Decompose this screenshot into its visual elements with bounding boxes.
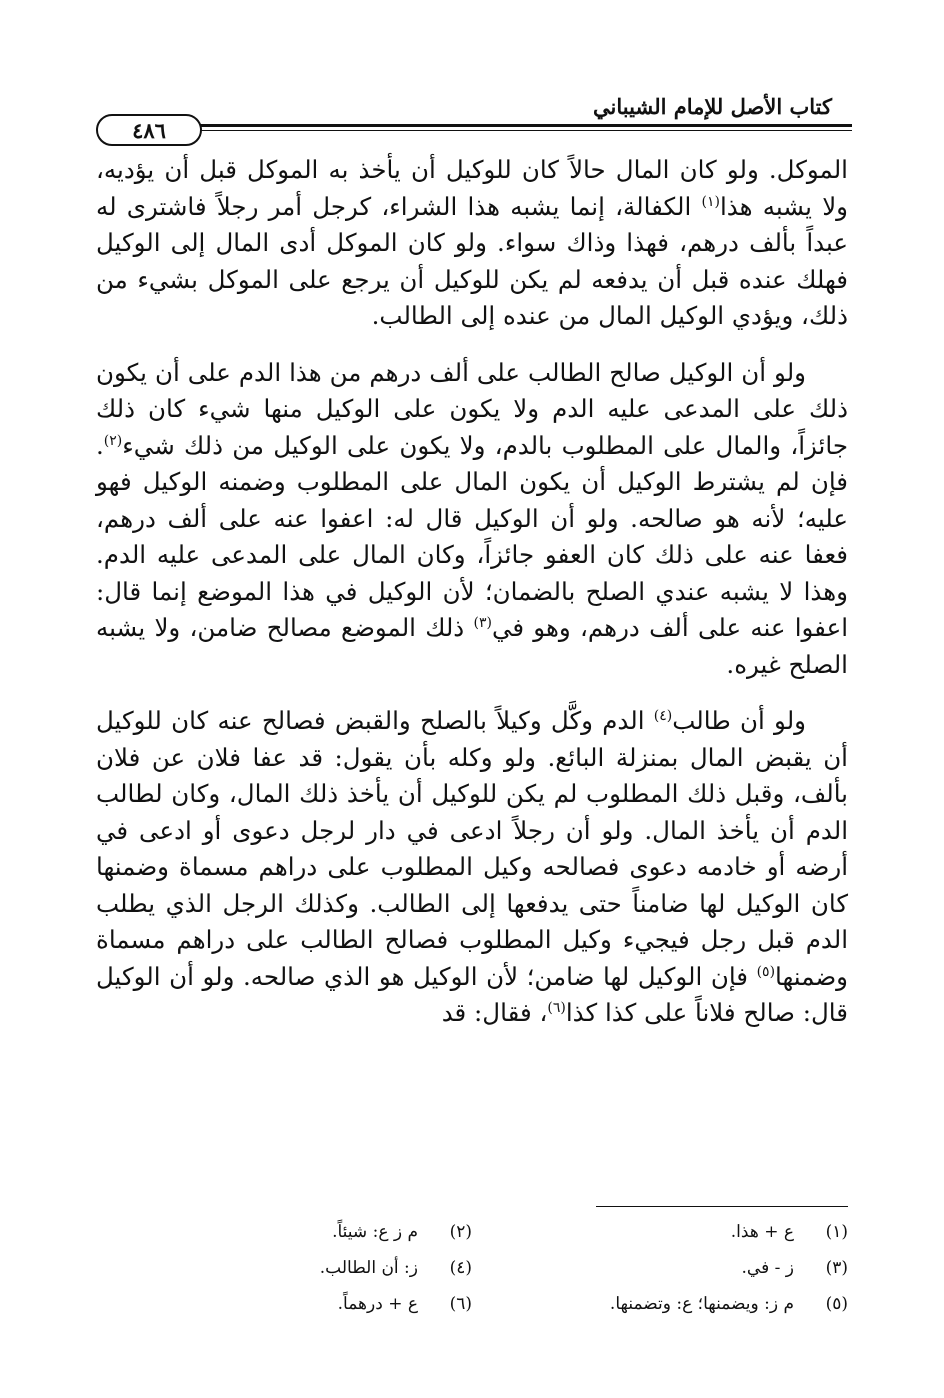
footnote [472, 1288, 848, 1320]
footnote-marker: (١) [701, 193, 720, 210]
footnote-marker: (٢) [103, 432, 123, 449]
footnote-marker: (٥) [756, 963, 776, 980]
text-segment: الموكل. ولو كان المال حالاً كان للوكيل أن يأخذ به الموكل قبل أن يؤديه، ولا يشبه هذا [96, 155, 848, 221]
main-text [96, 152, 848, 1032]
text-segment: الكفالة، إنما يشبه هذا الشراء، كرجل أمر رجلاً فاشترى له عبداً بألف درهم، فهذا وذاك سواء. ولو كان الموكل أدى المال إلى الوكيل فهلك عنده قبل أن يدفعه لم يكن للوكيل أن يرجع على الموكل بشيء من ذلك، ويؤدي الوكيل المال من عنده إلى الطالب. [96, 191, 848, 330]
footnote-text: م ز: ويضمنها؛ ع: وتضمنها. [609, 1294, 794, 1314]
footnote [472, 1252, 848, 1284]
footnote-number: (٦) [449, 1294, 472, 1314]
footnote-text: ع + درهماً. [337, 1294, 418, 1314]
footnotes [96, 1216, 848, 1320]
footnote-number: (٤) [449, 1258, 472, 1278]
footnote [472, 1216, 848, 1248]
paragraph [96, 152, 848, 335]
page-number: ٤٨٦ [132, 117, 166, 143]
footnote-separator [596, 1206, 848, 1207]
footnote-text: م ز ع: شيئاً. [332, 1222, 418, 1242]
footnote [96, 1288, 472, 1320]
text-segment: . فإن لم يشترط الوكيل أن يكون المال على المطلوب وضمنه الوكيل فهو عليه؛ لأنه هو صالحه. ولو أن الوكيل قال له: اعفوا عنه على ألف درهم، فعفا عنه على ذلك كان العفو جائزاً، وكان المال على المدعى عليه الدم. وهذا لا يشبه عندي الصلح بالضمان؛ لأن الوكيل في هذا الموضع إنما قال: اعفوا عنه على ألف درهم، وهو في [96, 430, 848, 642]
page-number-badge [96, 114, 202, 146]
footnote-number: (١) [825, 1222, 848, 1242]
text-segment: ولو أن طالب [672, 706, 806, 735]
footnote-number: (٥) [825, 1294, 848, 1314]
text-segment: ، فقال: قد [441, 998, 548, 1027]
footnote [96, 1216, 472, 1248]
text-segment: فإن الوكيل لها ضامن؛ لأن الوكيل هو الذي صالحه. ولو أن الوكيل قال: صالح فلاناً على كذا كذا [96, 961, 848, 1027]
footnote-text: ز - في. [741, 1258, 794, 1278]
footnote-number: (٢) [449, 1222, 472, 1242]
header-rule [196, 124, 852, 127]
footnote-text: ز: أن الطالب. [319, 1258, 418, 1278]
footnote-number: (٣) [825, 1258, 848, 1278]
footnote-text: ع + هذا. [730, 1222, 794, 1242]
text-segment: ولو أن الوكيل صالح الطالب على ألف درهم من هذا الدم على أن يكون ذلك على المدعى عليه الدم ولا يكون على الوكيل منها شيء كان ذلك جائزاً، والمال على المطلوب بالدم، ولا يكون على الوكيل من ذلك شيء [96, 357, 848, 460]
footnote-marker: (٣) [473, 614, 492, 631]
paragraph [96, 703, 848, 1032]
header-rule-thin [196, 130, 852, 131]
footnote-marker: (٤) [653, 707, 673, 724]
page-header [96, 80, 852, 154]
book-title: كتاب الأصل للإمام الشيباني [593, 94, 832, 119]
text-segment: الدم وكَّل وكيلاً بالصلح والقبض فصالح عنه كان للوكيل أن يقبض المال بمنزلة البائع. ولو وكله بأن يقول: قد عفا فلان عن فلان بألف، وقبل ذلك المطلوب لم يكن للوكيل أن يأخذ ذلك المال، وكان لطالب الدم أن يأخذ المال. ولو أن رجلاً ادعى في دار لرجل دعوى أو ادعى في أرضه أو خادمه دعوى فصالحه وكيل المطلوب على دراهم مسماة وضمنها كان الوكيل لها ضامناً حتى يدفعها إلى الطالب. وكذلك الرجل الذي يطلب الدم قبل رجل فيجيء وكيل المطلوب فصالح الطالب على دراهم مسماة وضمنها [96, 706, 848, 991]
text-segment: ذلك الموضع مصالح ضامن، ولا يشبه الصلح غيره. [96, 613, 848, 679]
footnote-marker: (٦) [547, 999, 566, 1016]
paragraph [96, 355, 848, 684]
footnote [96, 1252, 472, 1284]
